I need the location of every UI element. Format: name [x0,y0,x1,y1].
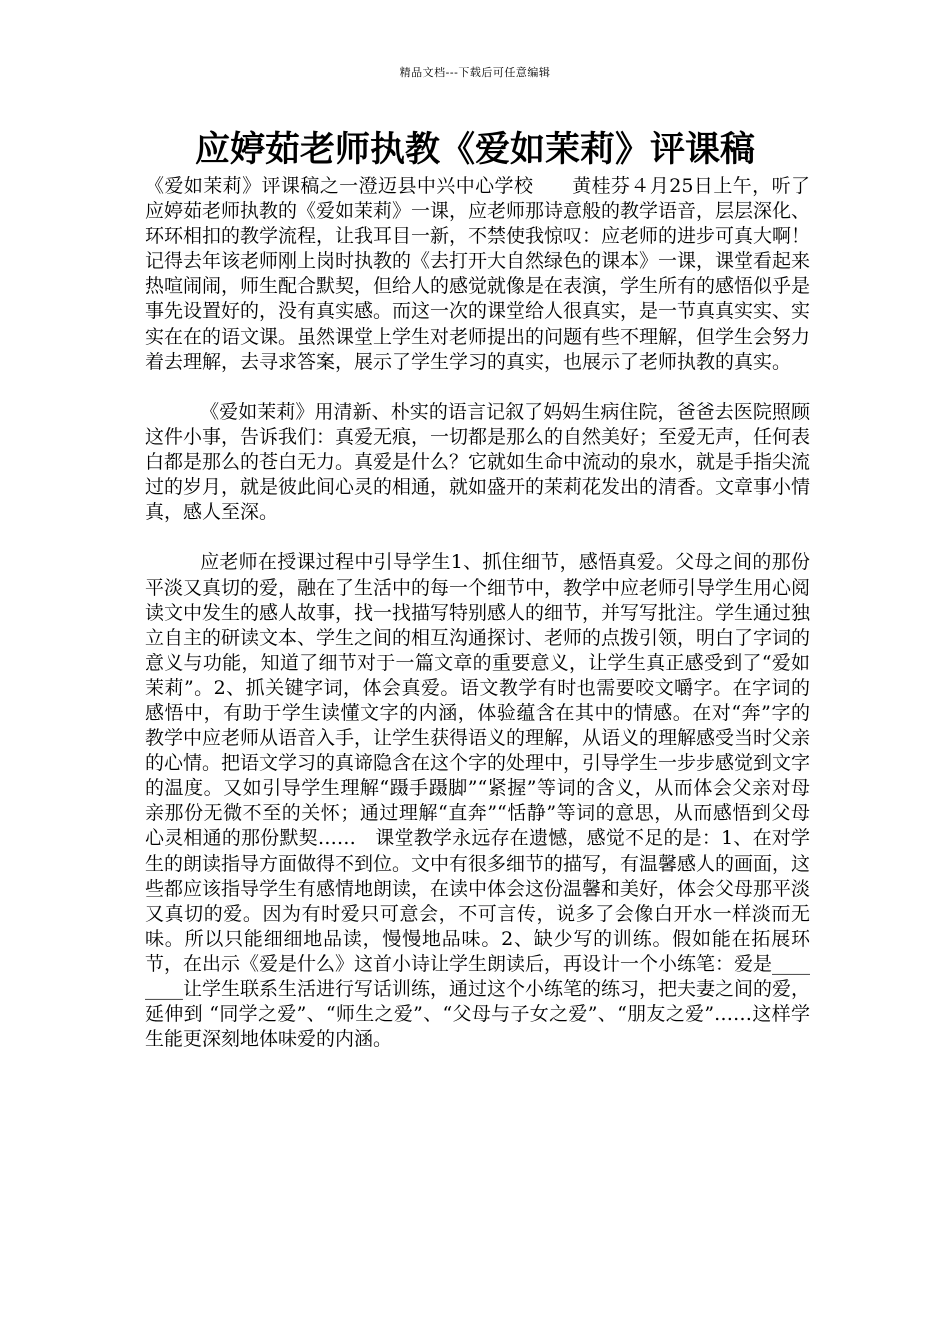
document-title: 应婷茹老师执教《爱如茉莉》评课稿 [194,129,755,170]
paragraph-text-summary: 《爱如茉莉》用清新、朴实的语言记叙了妈妈生病住院，爸爸去医院照顾这件小事，告诉我们：真爱无痕，一切都是那么的自然美好；至爱无声，任何表白都是那么的苍白无力。真爱是什么？它就如生命中流动的泉水，就是手指尖流过的岁月，就是彼此间心灵的相通，就如盛开的茉莉花发出的清香。文章事小情真，感人至深。 [145,400,811,524]
running-header: 精品文档---下载后可任意编辑 [399,66,551,79]
document-body [145,174,810,1052]
paragraph-teaching-analysis: 应老师在授课过程中引导学生1、抓住细节，感悟真爱。父母之间的那份平淡又真切的爱，融在了生活中的每一个细节中，教学中应老师引导学生用心阅读文中发生的感人故事，找一找描写特别感人的细节，并写写批注。学生通过独立自主的研读文本、学生之间的相互沟通探讨、老师的点拨引领，明白了字词的意义与功能，知道了细节对于一篇文章的重要意义，让学生真正感受到了“爱如茉莉”。2、抓关键字词，体会真爱。语文教学有时也需要咬文嚼字。在字词的感悟中，有助于学生读懂文字的内涵，体验蕴含在其中的情感。在对“奔”字的教学中应老师从语音入手，让学生获得语义的理解，从语义的理解感受当时父亲的心情。把语文学习的真谛隐含在这个字的处理中，引导学生一步步感觉到文字的温度。又如引导学生理解“蹑手蹑脚”“紧握”等词的含义，从而体会父亲对母亲那份无微不至的关怀；通过理解“直奔”“恬静”等词的意思，从而感悟到父母心灵相通的那份默契…… 课堂教学永远存在遗憾，感觉不足的是：1、在对学生的朗读指导方面做得不到位。文中有很多细节的描写，有温馨感人的画面，这些都应该指导学生有感情地朗读，在读中体会这份温馨和美好，体会父母那平淡又真切的爱。因为有时爱只可意会，不可言传，说多了会像白开水一样淡而无味。所以只能细细地品读，慢慢地品味。2、缺少写的训练。假如能在拓展环节，在出示《爱是什么》这首小诗让学生朗读后，再设计一个小练笔：爱是________让学生联系生活进行写话训练，通过这个小练笔的练习，把夫妻之间的爱，延伸到 “同学之爱”、“师生之爱”、“父母与子女之爱”、“朋友之爱”……这样学生能更深刻地体味爱的内涵。 [145,551,811,1051]
paragraph-intro: 《爱如茉莉》评课稿之一澄迈县中兴中心学校 黄桂芬４月25日上午，听了应婷茹老师执教的《爱如茉莉》一课，应老师那诗意般的教学语音，层层深化、环环相扣的教学流程，让我耳目一新，不禁使我惊叹：应老师的进步可真大啊！记得去年该老师刚上岗时执教的《去打开大自然绿色的课本》一课，课堂看起来热喧闹闹，师生配合默契，但给人的感觉就像是在表演，学生所有的感悟似乎是事先设置好的，没有真实感。而这一次的课堂给人很真实，是一节真真实实、实实在在的语文课。虽然课堂上学生对老师提出的问题有些不理解，但学生会努力着去理解，去寻求答案，展示了学生学习的真实，也展示了老师执教的真实。 [145,175,811,373]
